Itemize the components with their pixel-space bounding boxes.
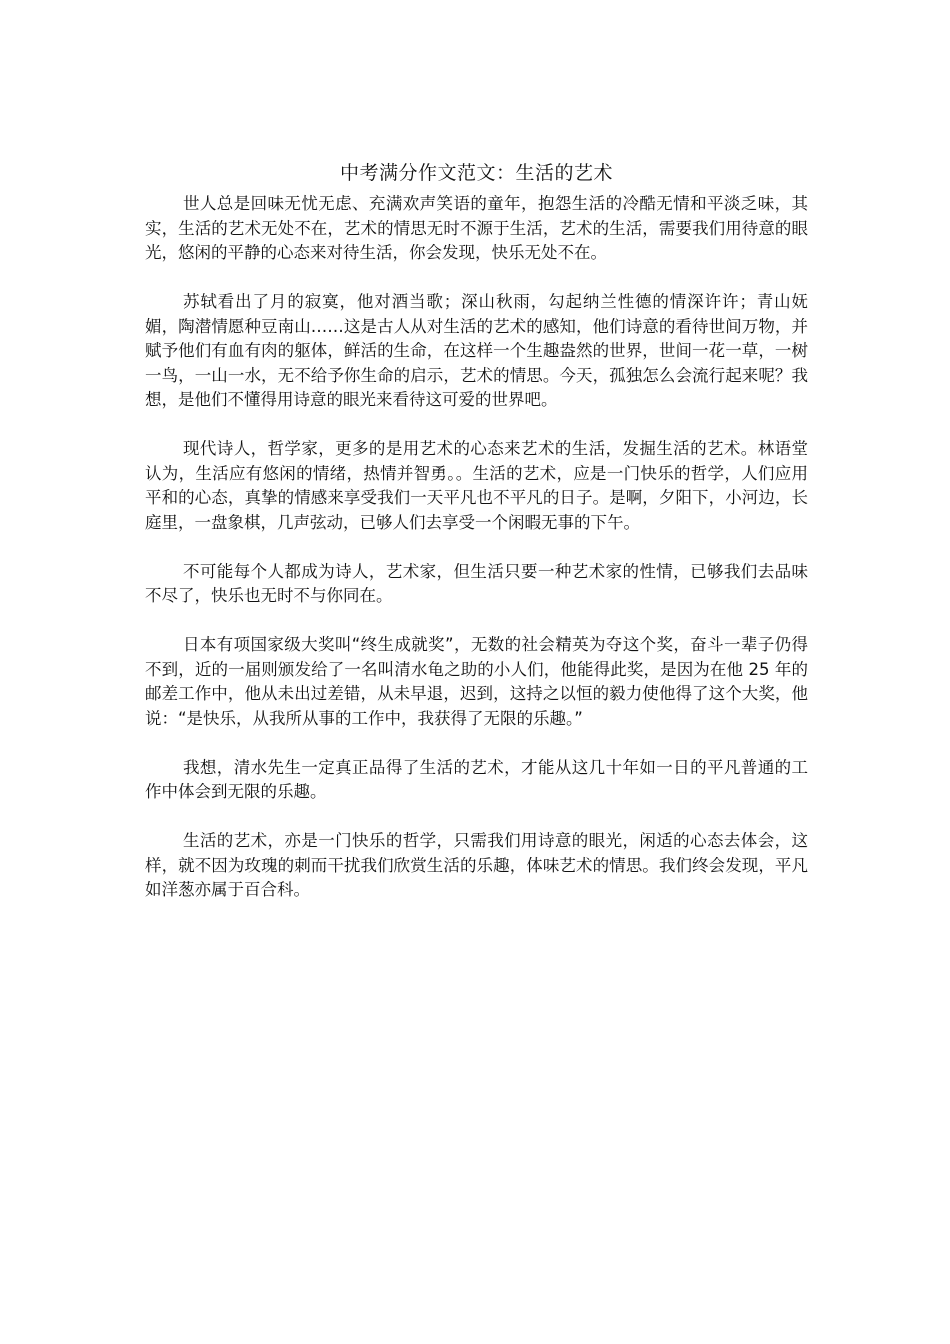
paragraph-7: 生活的艺术，亦是一门快乐的哲学，只需我们用诗意的眼光，闲适的心态去体会，这样，就不因为玫瑰的刺而干扰我们欣赏生活的乐趣，体味艺术的情思。我们终会发现，平凡如洋葱亦属于百合科。 (145, 831, 808, 899)
paragraph-4: 不可能每个人都成为诗人，艺术家，但生活只要一种艺术家的性情，已够我们去品味不尽了，快乐也无时不与你同在。 (145, 561, 808, 605)
paragraph-6: 我想，清水先生一定真正品得了生活的艺术，才能从这几十年如一日的平凡普通的工作中体会到无限的乐趣。 (145, 757, 808, 801)
paragraph-3: 现代诗人，哲学家，更多的是用艺术的心态来艺术的生活，发掘生活的艺术。林语堂认为，生活应有悠闲的情绪，热情并智勇。。生活的艺术，应是一门快乐的哲学，人们应用平和的心态，真挚的情感来享受我们一天平凡也不平凡的日子。是啊，夕阳下，小河边，长庭里，一盘象棋，几声弦动，已够人们去享受一个闲暇无事的下午。 (145, 439, 808, 532)
document-title: 中考满分作文范文：生活的艺术 (339, 162, 613, 184)
paragraph-5: 日本有项国家级大奖叫“终生成就奖”，无数的社会精英为夺这个奖，奋斗一辈子仍得不到，近的一届则颁发给了一名叫清水龟之助的小人们，他能得此奖，是因为在他 25 年的邮差工作中，他从未出过差错，从未早退，迟到，这持之以恒的毅力使他得了这个大奖，他说：“是快乐，从我所从事的工作中，我获得了无限的乐趣。” (145, 635, 808, 728)
paragraph-1: 世人总是回味无忧无虑、充满欢声笑语的童年，抱怨生活的冷酷无情和平淡乏味，其实，生活的艺术无处不在，艺术的情思无时不源于生活，艺术的生活，需要我们用待意的眼光，悠闲的平静的心态来对待生活，你会发现，快乐无处不在。 (145, 194, 808, 262)
paragraph-2: 苏轼看出了月的寂寞，他对酒当歌；深山秋雨，勾起纳兰性德的情深许许；青山妩媚，陶潜情愿种豆南山……这是古人从对生活的艺术的感知，他们诗意的看待世间万物，并赋予他们有血有肉的躯体，鲜活的生命，在这样一个生趣盎然的世界，世间一花一草，一树一鸟，一山一水，无不给予你生命的启示，艺术的情思。今天，孤独怎么会流行起来呢？我想，是他们不懂得用诗意的眼光来看待这可爱的世界吧。 (145, 292, 808, 409)
document-body (145, 158, 808, 927)
